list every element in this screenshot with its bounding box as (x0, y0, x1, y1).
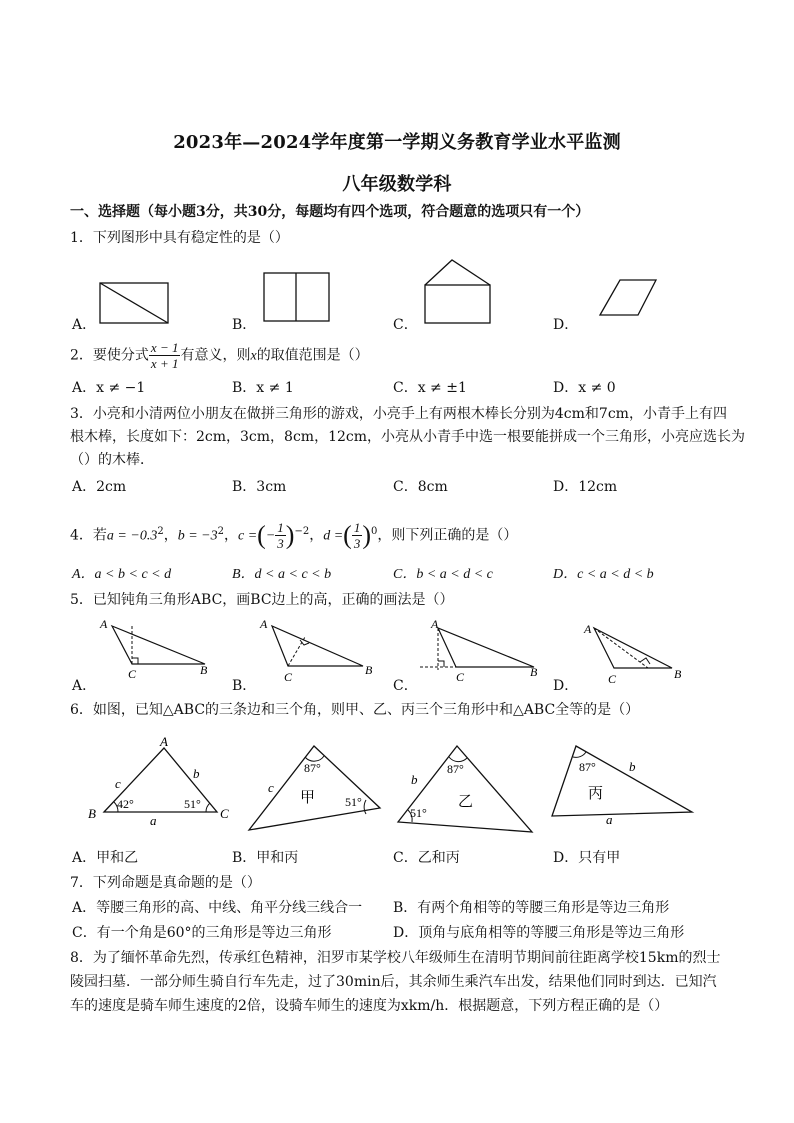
q6abc-label-B: B (88, 806, 96, 821)
q6-option-c[interactable]: C．乙和丙 (393, 850, 460, 866)
q5-stem: 5．已知钝角三角形ABC，画BC边上的高，正确的画法是（） (70, 592, 454, 608)
q6-option-b[interactable]: B．甲和丙 (232, 850, 299, 866)
q6yi-side: b (411, 772, 418, 787)
q4-c-sign: − (265, 528, 276, 544)
q3-option-c[interactable]: C．8cm (393, 479, 448, 495)
q1-option-d[interactable]: D． (553, 317, 579, 333)
q5-option-a[interactable]: A． (72, 678, 97, 694)
q6-fig-jia (249, 746, 380, 830)
q1-option-b[interactable]: B． (232, 317, 257, 333)
q6-option-d[interactable]: D．只有甲 (553, 850, 621, 866)
q6abc-label-C: C (220, 806, 229, 821)
q6bing-side-bottom: a (606, 812, 613, 827)
q6abc-side-c: c (115, 776, 121, 791)
q7-option-b[interactable]: B．有两个角相等的等腰三角形是等边三角形 (393, 900, 670, 916)
q6-figures (60, 728, 740, 840)
q2-frac-num: x − 1 (150, 340, 179, 355)
q4-b-exp: 2 (217, 526, 224, 537)
q6jia-side: c (268, 780, 274, 795)
q7-option-a[interactable]: A．等腰三角形的高、中线、角平分线三线合一 (72, 900, 363, 916)
q2-fraction (149, 340, 181, 371)
q2-option-b[interactable]: B．x ≠ 1 (232, 380, 294, 396)
q2-var: x (250, 348, 257, 364)
q1-fig-rect-divided (264, 273, 329, 321)
q2-option-d[interactable]: D．x ≠ 0 (553, 380, 616, 396)
q2-suffix-b: 的取值范围是（） (256, 347, 369, 364)
q5a-label-B: B (200, 663, 208, 677)
q4-d-expr: d = (323, 528, 344, 544)
q6abc-label-A: A (160, 734, 168, 749)
q5-option-c[interactable]: C． (393, 678, 418, 694)
exam-title: 2023年—2024学年度第一学期义务教育学业水平监测 (173, 132, 621, 153)
q3-line2: 根木棒，长度如下：2cm，3cm，8cm，12cm，小亮从小青手中选一根要能拼成一个三角形，小亮应选长为 (70, 429, 745, 445)
q7-option-d[interactable]: D．顶角与底角相等的等腰三角形是等边三角形 (393, 925, 685, 941)
q5c-label-A: A (431, 617, 439, 631)
q5c-label-B: B (530, 665, 538, 679)
q6yi-name: 乙 (458, 794, 474, 810)
q5b-label-A: A (260, 617, 268, 631)
q8-line2: 陵园扫墓．一部分师生骑自行车先走，过了30min后，其余师生乘汽车出发，结果他们同时到达．已知汽 (70, 974, 717, 990)
q4-d-frac-den: 3 (353, 536, 361, 552)
q6abc-angle-C: 51° (184, 797, 201, 811)
q6jia-name: 甲 (300, 790, 316, 806)
q2-frac-den: x + 1 (150, 356, 179, 371)
q4-b-expr: b = −3 (177, 528, 218, 544)
q2-option-c[interactable]: C．x ≠ ±1 (393, 380, 467, 396)
q3-line3: （）的木棒． (70, 452, 154, 468)
q4-prefix: 4．若 (70, 527, 107, 544)
q6bing-side-top: b (629, 759, 636, 774)
q4-option-d[interactable]: D．c < a < d < b (553, 567, 654, 582)
q3-line1: 3．小亮和小清两位小朋友在做拼三角形的游戏，小亮手上有两根木棒长分别为4cm和7cm，小青手上有四 (70, 406, 727, 422)
q7-option-c[interactable]: C．有一个角是60°的三角形是等边三角形 (72, 925, 332, 941)
q6-fig-bing (552, 746, 692, 827)
q5c-label-C: C (456, 670, 465, 684)
q2-suffix-a: 有意义，则 (180, 347, 251, 364)
q4-stem: 4．若$a = -0.3^2$，$b = -3^2$，c =(− $\frac{1}{3}$ )$^{-2}$，d =( $\frac{1}{3}$ )$^0$，则下列正确的是（） (70, 520, 518, 552)
q5a-label-A: A (100, 617, 108, 631)
q1-option-a[interactable]: A． (72, 317, 97, 333)
q5d-label-C: C (608, 672, 617, 686)
q6abc-angle-B: 42° (117, 797, 134, 811)
q5b-label-C: C (284, 670, 293, 684)
q4-d-frac-num: 1 (353, 520, 361, 536)
q6bing-name: 丙 (588, 786, 604, 802)
q4-c-exp: −2 (294, 526, 310, 537)
q1-fig-rect-diagonal (100, 283, 168, 323)
q3-option-a[interactable]: A．2cm (72, 479, 127, 495)
q4-c-expr: c = (237, 528, 258, 544)
q6-option-a[interactable]: A．甲和乙 (72, 850, 139, 866)
q2-prefix: 2．要使分式 (70, 347, 149, 364)
q5d-label-A: A (584, 622, 592, 636)
q4-option-a[interactable]: A．a < b < c < d (72, 567, 172, 582)
q5-fig-c (420, 617, 538, 684)
q3-option-d[interactable]: D．12cm (553, 479, 618, 495)
q6jia-angle-top: 87° (304, 761, 321, 775)
q5-fig-d (583, 622, 682, 686)
q4-a-expr: a = −0.3 (106, 528, 158, 544)
q5d-label-B: B (674, 667, 682, 681)
q4-option-c[interactable]: C．b < a < d < c (393, 567, 493, 582)
q4-c-frac-num: 1 (277, 520, 284, 536)
q8-line3: 车的速度是骑车师生速度的2倍，设骑车师生的速度为xkm/h．根据题意，下列方程正确的是（） (70, 998, 669, 1014)
q6abc-side-a: a (150, 813, 157, 828)
q1-fig-house (425, 260, 490, 323)
q7-stem: 7．下列命题是真命题的是（） (70, 875, 261, 891)
q5-option-d[interactable]: D． (553, 678, 579, 694)
q2-stem (70, 340, 369, 372)
q2-option-a[interactable]: A．x ≠ −1 (72, 380, 146, 396)
q1-fig-parallelogram (600, 280, 656, 315)
q4-sep-1: ， (163, 527, 178, 544)
q4-a-exp: 2 (157, 526, 164, 537)
q6-fig-abc (88, 734, 229, 828)
q4-d-frac (352, 520, 363, 551)
q6bing-angle-top: 87° (579, 760, 596, 774)
q4-c-frac (275, 520, 286, 551)
q6-fig-yi (398, 746, 532, 832)
q1-stem: 1．下列图形中具有稳定性的是（） (70, 230, 289, 246)
q3-option-b[interactable]: B．3cm (232, 479, 287, 495)
q1-option-c[interactable]: C． (393, 317, 418, 333)
exam-subtitle: 八年级数学科 (342, 174, 452, 195)
q6yi-angle-top: 87° (447, 762, 464, 776)
q4-suffix: ，则下列正确的是（） (377, 527, 518, 544)
section-heading: 一、选择题（每小题3分，共30分，每题均有四个选项，符合题意的选项只有一个） (70, 204, 590, 220)
q5a-label-C: C (128, 667, 137, 681)
q4-c-frac-den: 3 (277, 536, 284, 552)
q4-sep-2: ， (223, 527, 238, 544)
q5-fig-b (259, 617, 373, 684)
q6jia-angle-right: 51° (345, 795, 362, 809)
q8-line1: 8．为了缅怀革命先烈，传承红色精神，汨罗市某学校八年级师生在清明节期间前往距离学校15km的烈士 (70, 950, 721, 966)
q6yi-angle-left: 51° (410, 806, 427, 820)
q5b-label-B: B (365, 663, 373, 677)
q5-option-b[interactable]: B． (232, 678, 257, 694)
q6abc-side-b: b (193, 766, 200, 781)
q5-fig-a (99, 617, 208, 681)
q4-d-exp: 0 (371, 526, 378, 537)
q4-sep-3: ， (309, 527, 324, 544)
q4-option-b[interactable]: B．d < a < c < b (232, 567, 332, 582)
q6-stem: 6．如图，已知△ABC的三条边和三个角，则甲、乙、丙三个三角形中和△ABC全等的是（） (70, 702, 640, 718)
